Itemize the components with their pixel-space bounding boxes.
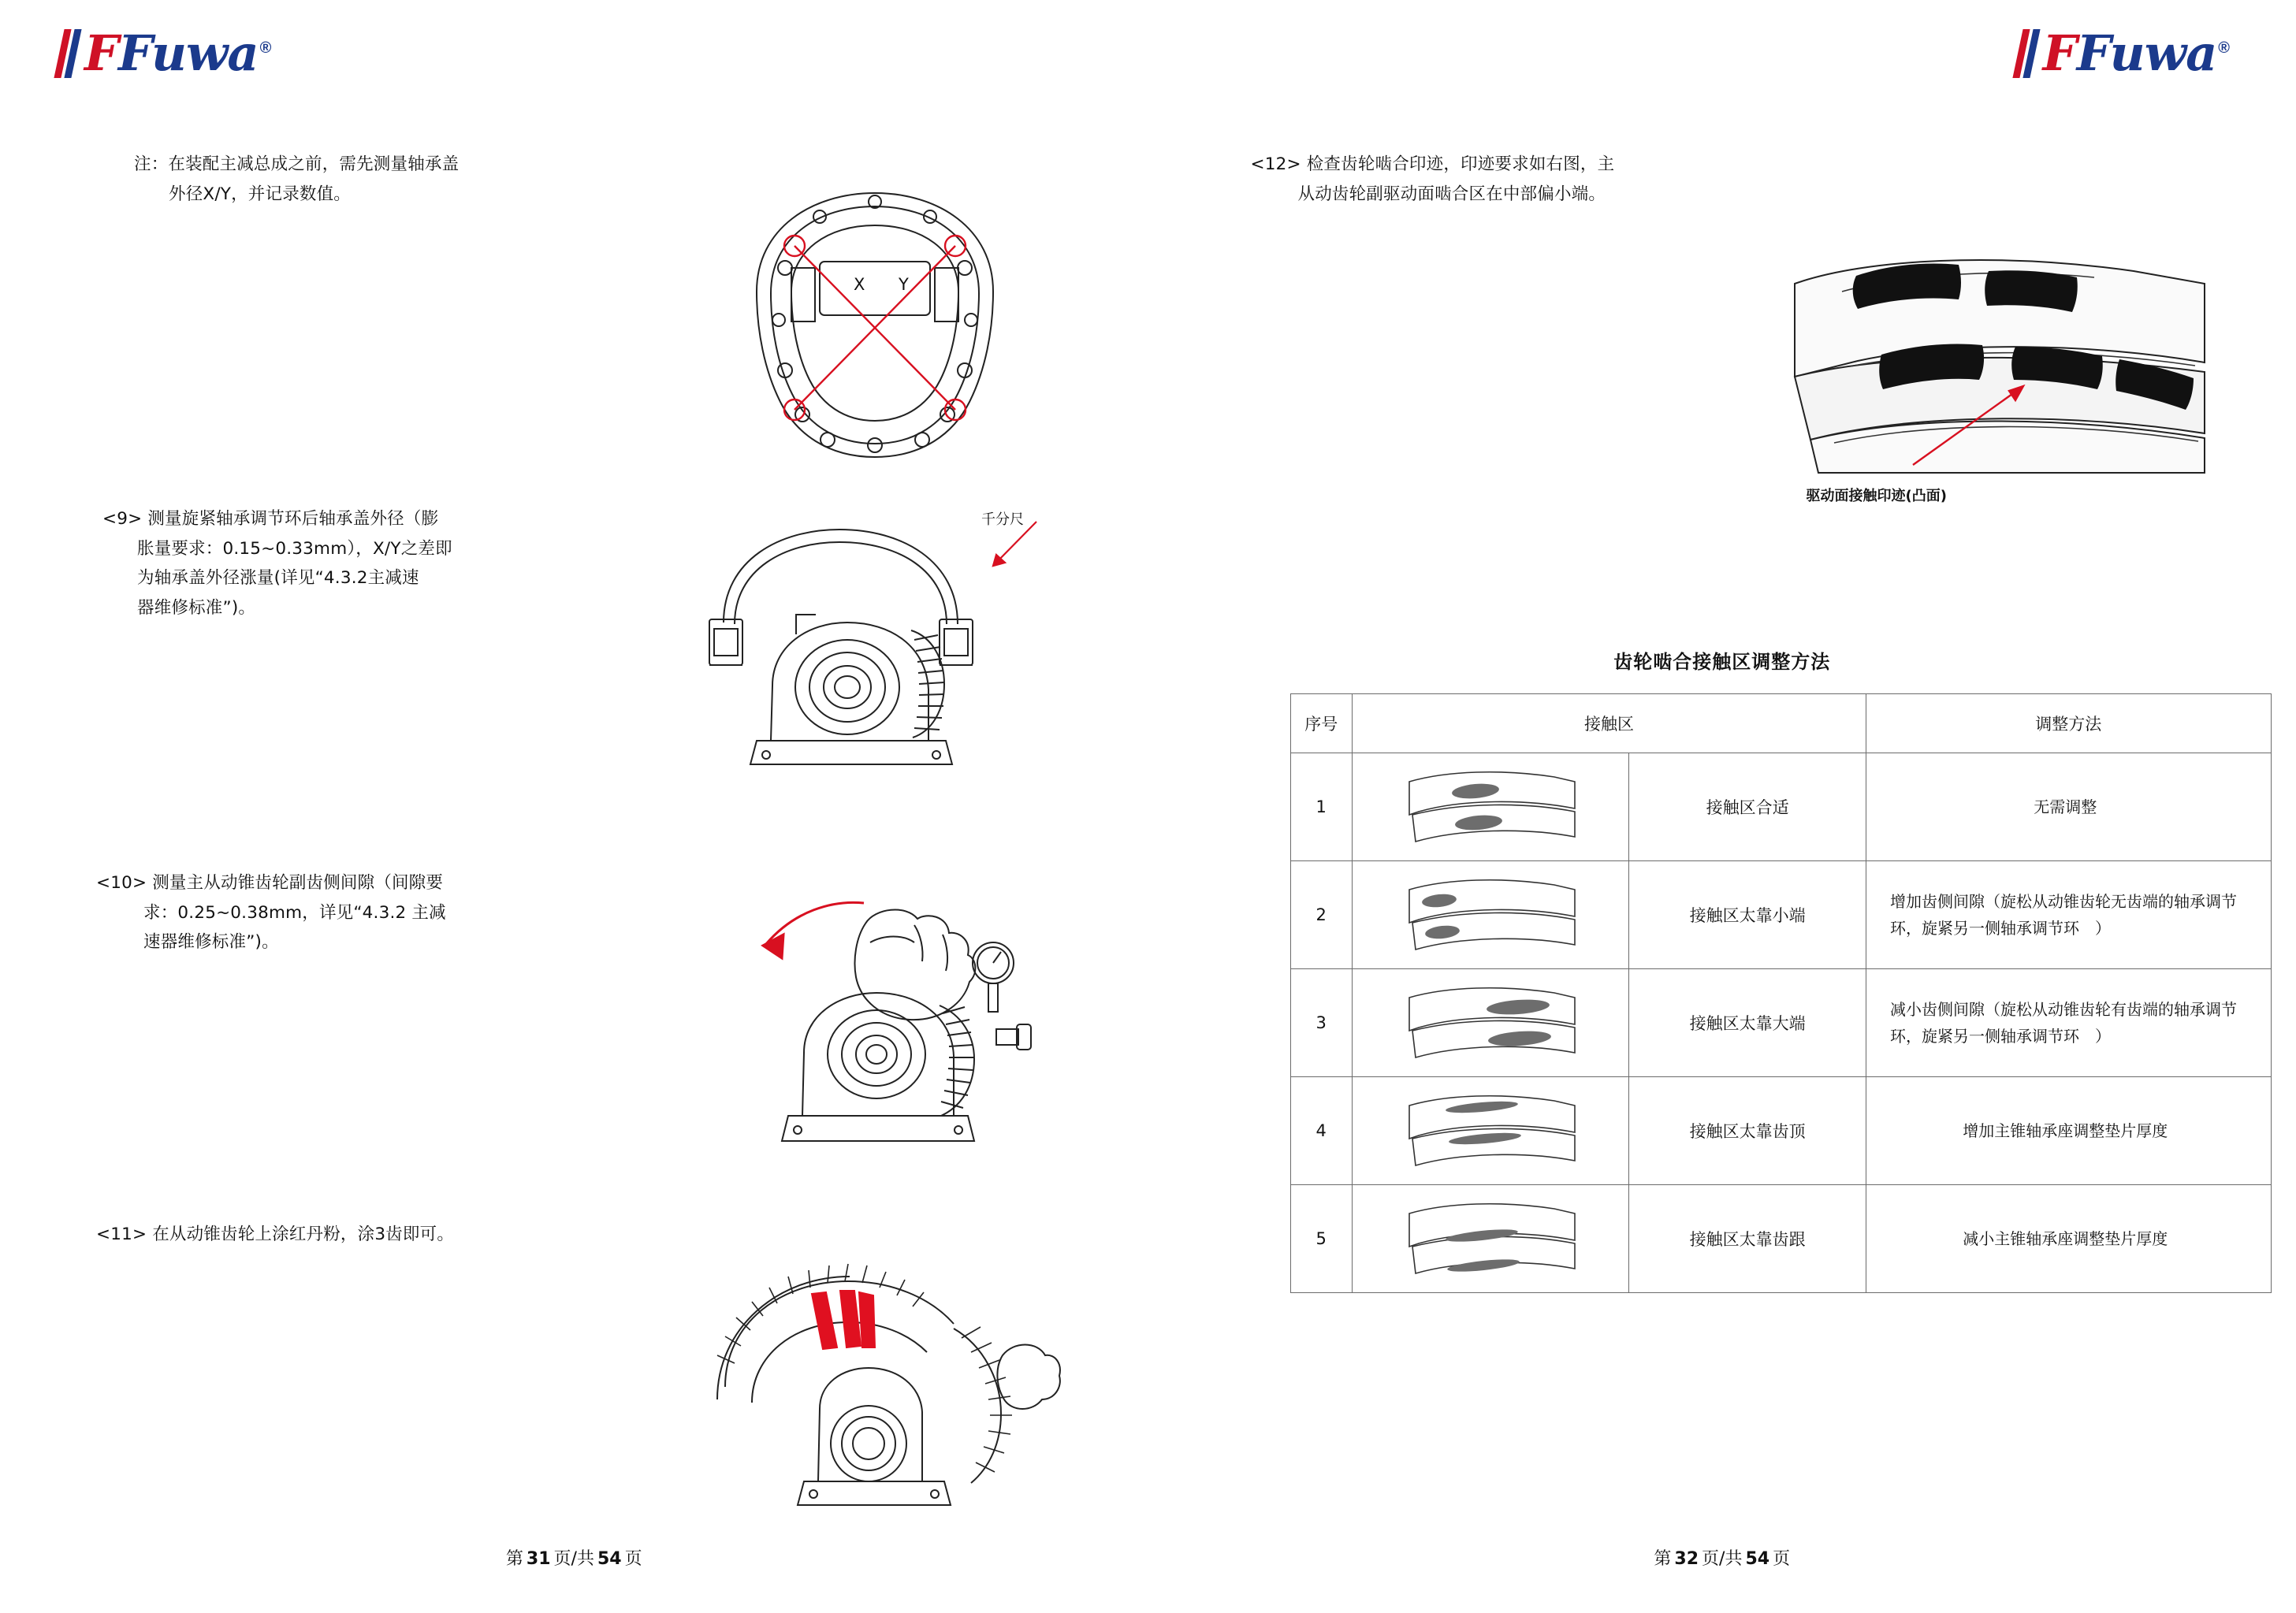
label-x: X [854,275,865,294]
th-contact-zone: 接触区 [1352,694,1866,753]
red-lead-diagram-svg [694,1245,1064,1513]
figure-backlash-measure [678,867,1072,1202]
row-pattern-image [1352,861,1628,969]
row-pattern-image [1352,753,1628,861]
item-12-text [1251,150,1740,209]
row-index: 4 [1290,1077,1352,1185]
row-pattern-image [1352,969,1628,1077]
table-header-row [1290,694,2271,753]
micrometer-diagram-svg [678,504,1072,796]
footer-left-page: 31 [526,1549,551,1569]
footer-right-prefix: 第 [1654,1549,1672,1569]
item-12-marker-line [1251,154,1615,174]
logo-registered: ® [259,39,271,58]
figure-micrometer-measure [678,504,1072,800]
item-11-text [96,1220,569,1250]
logo-text-value: Fuwa [118,24,259,82]
tooth-pattern-root-icon [1400,1196,1581,1281]
row-zone-label: 接触区太靠齿顶 [1629,1077,1866,1185]
table-row [1290,969,2271,1077]
logo-bars-icon [54,29,84,78]
tooth-pattern-center-icon [1400,764,1581,849]
logo-fuwa-right [2018,22,2229,85]
logo-text-value-right: Fuwa [2076,24,2217,82]
footer-right-page: 32 [1674,1549,1699,1569]
item-11-marker: <11> [96,1225,147,1244]
footer-left-suffix: 页 [624,1549,642,1569]
caption-micrometer-text: 千分尺 [981,511,1024,528]
label-y: Y [899,275,909,294]
logo-registered-right: ® [2218,39,2229,58]
footer-left-prefix: 第 [505,1549,523,1569]
item-10-text [96,868,545,957]
row-zone-label: 接触区太靠小端 [1629,861,1866,969]
row-index: 1 [1290,753,1352,861]
contact-zone-adjustment-table [1290,693,2272,1293]
item-10-line-1: 测量主从动锥齿轮副齿侧间隙（间隙要 [152,873,444,893]
footer-right-middle: 页/共 [1702,1549,1743,1569]
table-row [1290,1185,2271,1293]
bearing-cap-diagram-svg [709,173,1040,489]
footer-right-total: 54 [1745,1549,1770,1569]
caption-drive-contact [1807,485,1947,505]
table-body [1290,753,2271,1293]
tooth-pattern-small-end-icon [1400,872,1581,957]
item-11-line-1: 在从动锥齿轮上涂红丹粉，涂3齿即可。 [152,1225,455,1244]
row-method-label: 增加主锥轴承座调整垫片厚度 [1866,1077,2271,1185]
row-index: 5 [1290,1185,1352,1293]
caption-micrometer [981,508,1024,529]
note-line-1: 注：在装配主减总成之前，需先测量轴承盖 [134,154,460,174]
row-pattern-image [1352,1185,1628,1293]
item-10-line-2: 求：0.25~0.38mm，详见“4.3.2 主减 [143,902,446,923]
figure-red-lead-paste [694,1245,1064,1517]
item-9-marker: <9> [102,509,143,529]
backlash-diagram-svg [678,867,1072,1198]
row-method-label: 减小主锥轴承座调整垫片厚度 [1866,1185,2271,1293]
row-method-label: 无需调整 [1866,753,2271,861]
tooth-pattern-top-icon [1400,1088,1581,1173]
page-right [1148,0,2296,1613]
footer-right [1148,1545,2296,1570]
row-method-label: 增加齿侧间隙（旋松从动锥齿轮无齿端的轴承调节环，旋紧另一侧轴承调节环 ） [1866,861,2271,969]
table-row [1290,753,2271,861]
item-10-marker: <10> [96,873,147,893]
th-method: 调整方法 [1866,694,2271,753]
tooth-contact-svg [1763,236,2220,481]
item-9-marker-line [102,509,438,529]
caption-drive-contact-text: 驱动面接触印迹(凸面) [1806,488,1947,504]
footer-left [0,1545,1148,1570]
item-9-line-2: 胀量要求：0.15~0.33mm），X/Y之差即 [137,538,452,559]
item-9-line-4: 器维修标准”)。 [137,597,256,618]
footer-left-middle: 页/共 [553,1549,594,1569]
item-10-marker-line [96,873,443,893]
row-index: 3 [1290,969,1352,1077]
figure-tooth-contact-pattern [1763,236,2220,485]
logo-wordmark-right: FFuwa ® [2042,24,2229,82]
footer-right-suffix: 页 [1773,1549,1791,1569]
item-9-line-1: 测量旋紧轴承调节环后轴承盖外径（膨 [147,509,439,529]
row-zone-label: 接触区太靠大端 [1629,969,1866,1077]
table-row [1290,1077,2271,1185]
table-title: 齿轮啮合接触区调整方法 [1613,651,1831,673]
item-12-line-2: 从动齿轮副驱动面啮合区在中部偏小端。 [1297,184,1606,204]
row-pattern-image [1352,1077,1628,1185]
item-10-line-3: 速器维修标准”)。 [143,932,279,953]
item-9-line-3: 为轴承盖外径涨量(详见“4.3.2主减速 [137,568,419,589]
row-zone-label: 接触区合适 [1629,753,1866,861]
item-12-marker: <12> [1250,154,1301,174]
row-index: 2 [1290,861,1352,969]
row-method-label: 减小齿侧间隙（旋松从动锥齿轮有齿端的轴承调节环，旋紧另一侧轴承调节环 ） [1866,969,2271,1077]
th-index: 序号 [1290,694,1352,753]
table-row [1290,861,2271,969]
item-9-text [102,504,544,623]
tooth-pattern-large-end-icon [1400,980,1581,1065]
note-block [134,150,544,209]
logo-bars-icon-right [2012,29,2043,78]
row-zone-label: 接触区太靠齿跟 [1629,1185,1866,1293]
table-head [1290,694,2271,753]
item-11-marker-line [96,1225,454,1244]
figure-bearing-cap-measure [709,173,1040,492]
logo-wordmark: FFuwa ® [84,24,271,82]
note-line-2: 外径X/Y，并记录数值。 [169,184,352,204]
footer-left-total: 54 [597,1549,622,1569]
logo-fuwa-left [59,22,270,85]
item-12-line-1: 检查齿轮啮合印迹，印迹要求如右图，主 [1306,154,1615,174]
